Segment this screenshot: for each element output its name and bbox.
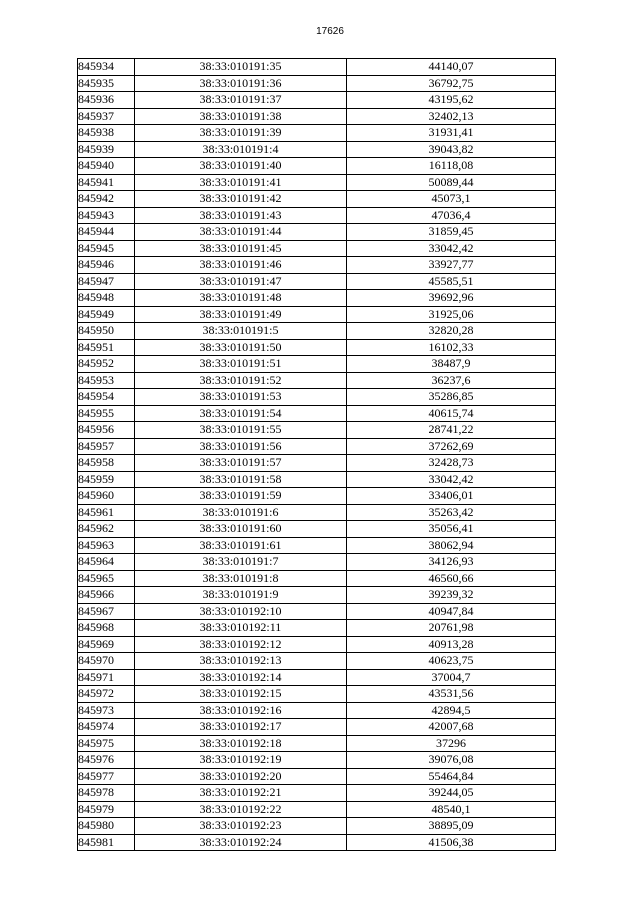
cadastral-number-cell: 38:33:010191:43 [135, 207, 347, 224]
row-number-cell: 845935 [78, 75, 135, 92]
value-cell: 40623,75 [347, 653, 556, 670]
cadastral-number-cell: 38:33:010191:57 [135, 455, 347, 472]
table-row [78, 356, 556, 373]
table-row [78, 570, 556, 587]
row-number-cell: 845973 [78, 702, 135, 719]
value-cell: 31925,06 [347, 306, 556, 323]
value-cell: 34126,93 [347, 554, 556, 571]
value-cell: 33406,01 [347, 488, 556, 505]
row-number-cell: 845948 [78, 290, 135, 307]
table-row [78, 257, 556, 274]
cadastral-number-cell: 38:33:010192:21 [135, 785, 347, 802]
row-number-cell: 845974 [78, 719, 135, 736]
cadastral-number-cell: 38:33:010192:11 [135, 620, 347, 637]
cadastral-number-cell: 38:33:010192:18 [135, 735, 347, 752]
value-cell: 36237,6 [347, 372, 556, 389]
table-row [78, 191, 556, 208]
value-cell: 50089,44 [347, 174, 556, 191]
value-cell: 31931,41 [347, 125, 556, 142]
table-row [78, 290, 556, 307]
value-cell: 42007,68 [347, 719, 556, 736]
cadastral-number-cell: 38:33:010191:41 [135, 174, 347, 191]
row-number-cell: 845959 [78, 471, 135, 488]
cadastral-number-cell: 38:33:010191:49 [135, 306, 347, 323]
value-cell: 39076,08 [347, 752, 556, 769]
cadastral-value-table [77, 58, 556, 851]
row-number-cell: 845966 [78, 587, 135, 604]
cadastral-number-cell: 38:33:010191:36 [135, 75, 347, 92]
row-number-cell: 845976 [78, 752, 135, 769]
cadastral-number-cell: 38:33:010191:46 [135, 257, 347, 274]
value-cell: 43195,62 [347, 92, 556, 109]
row-number-cell: 845967 [78, 603, 135, 620]
table-row [78, 801, 556, 818]
cadastral-number-cell: 38:33:010191:5 [135, 323, 347, 340]
value-cell: 35056,41 [347, 521, 556, 538]
row-number-cell: 845971 [78, 669, 135, 686]
value-cell: 37262,69 [347, 438, 556, 455]
table-row [78, 834, 556, 851]
cadastral-number-cell: 38:33:010191:37 [135, 92, 347, 109]
value-cell: 38895,09 [347, 818, 556, 835]
cadastral-number-cell: 38:33:010191:9 [135, 587, 347, 604]
value-cell: 44140,07 [347, 59, 556, 76]
table-row [78, 504, 556, 521]
table-row [78, 59, 556, 76]
table-row [78, 224, 556, 241]
cadastral-number-cell: 38:33:010192:16 [135, 702, 347, 719]
value-cell: 33042,42 [347, 240, 556, 257]
value-cell: 46560,66 [347, 570, 556, 587]
cadastral-number-cell: 38:33:010191:39 [135, 125, 347, 142]
row-number-cell: 845978 [78, 785, 135, 802]
table-row [78, 587, 556, 604]
row-number-cell: 845965 [78, 570, 135, 587]
table-row [78, 818, 556, 835]
value-cell: 33927,77 [347, 257, 556, 274]
table-row [78, 389, 556, 406]
table-row [78, 785, 556, 802]
row-number-cell: 845980 [78, 818, 135, 835]
table-row [78, 603, 556, 620]
value-cell: 41506,38 [347, 834, 556, 851]
value-cell: 45585,51 [347, 273, 556, 290]
row-number-cell: 845957 [78, 438, 135, 455]
table-row [78, 521, 556, 538]
row-number-cell: 845944 [78, 224, 135, 241]
cadastral-number-cell: 38:33:010192:23 [135, 818, 347, 835]
table-row [78, 719, 556, 736]
row-number-cell: 845960 [78, 488, 135, 505]
row-number-cell: 845934 [78, 59, 135, 76]
value-cell: 48540,1 [347, 801, 556, 818]
value-cell: 39244,05 [347, 785, 556, 802]
table-row [78, 537, 556, 554]
cadastral-number-cell: 38:33:010191:42 [135, 191, 347, 208]
value-cell: 36792,75 [347, 75, 556, 92]
cadastral-number-cell: 38:33:010192:24 [135, 834, 347, 851]
value-cell: 39692,96 [347, 290, 556, 307]
cadastral-number-cell: 38:33:010192:19 [135, 752, 347, 769]
value-cell: 39043,82 [347, 141, 556, 158]
cadastral-number-cell: 38:33:010191:54 [135, 405, 347, 422]
table-row [78, 488, 556, 505]
value-cell: 35263,42 [347, 504, 556, 521]
cadastral-number-cell: 38:33:010191:48 [135, 290, 347, 307]
table-row [78, 455, 556, 472]
row-number-cell: 845942 [78, 191, 135, 208]
row-number-cell: 845940 [78, 158, 135, 175]
row-number-cell: 845939 [78, 141, 135, 158]
table-row [78, 653, 556, 670]
page-number: 17626 [316, 26, 344, 37]
row-number-cell: 845964 [78, 554, 135, 571]
row-number-cell: 845977 [78, 768, 135, 785]
row-number-cell: 845962 [78, 521, 135, 538]
table-row [78, 471, 556, 488]
value-cell: 32820,28 [347, 323, 556, 340]
value-cell: 43531,56 [347, 686, 556, 703]
value-cell: 55464,84 [347, 768, 556, 785]
cadastral-number-cell: 38:33:010192:22 [135, 801, 347, 818]
value-cell: 35286,85 [347, 389, 556, 406]
cadastral-number-cell: 38:33:010191:59 [135, 488, 347, 505]
value-cell: 16102,33 [347, 339, 556, 356]
cadastral-number-cell: 38:33:010192:12 [135, 636, 347, 653]
table-row [78, 669, 556, 686]
cadastral-number-cell: 38:33:010191:58 [135, 471, 347, 488]
row-number-cell: 845963 [78, 537, 135, 554]
table-row [78, 75, 556, 92]
row-number-cell: 845979 [78, 801, 135, 818]
cadastral-number-cell: 38:33:010192:17 [135, 719, 347, 736]
row-number-cell: 845947 [78, 273, 135, 290]
table-row [78, 372, 556, 389]
value-cell: 40947,84 [347, 603, 556, 620]
table-row [78, 92, 556, 109]
value-cell: 47036,4 [347, 207, 556, 224]
table-row [78, 554, 556, 571]
cadastral-number-cell: 38:33:010191:6 [135, 504, 347, 521]
table-row [78, 240, 556, 257]
cadastral-number-cell: 38:33:010192:13 [135, 653, 347, 670]
table-row [78, 174, 556, 191]
cadastral-number-cell: 38:33:010191:8 [135, 570, 347, 587]
row-number-cell: 845970 [78, 653, 135, 670]
row-number-cell: 845953 [78, 372, 135, 389]
cadastral-number-cell: 38:33:010191:56 [135, 438, 347, 455]
row-number-cell: 845956 [78, 422, 135, 439]
table-row [78, 141, 556, 158]
table-row [78, 752, 556, 769]
cadastral-number-cell: 38:33:010191:35 [135, 59, 347, 76]
cadastral-number-cell: 38:33:010192:15 [135, 686, 347, 703]
value-cell: 20761,98 [347, 620, 556, 637]
cadastral-number-cell: 38:33:010191:50 [135, 339, 347, 356]
value-cell: 37004,7 [347, 669, 556, 686]
table-row [78, 108, 556, 125]
table-row [78, 158, 556, 175]
table-row [78, 686, 556, 703]
cadastral-number-cell: 38:33:010191:61 [135, 537, 347, 554]
table-row [78, 620, 556, 637]
table-row [78, 735, 556, 752]
row-number-cell: 845941 [78, 174, 135, 191]
row-number-cell: 845969 [78, 636, 135, 653]
cadastral-number-cell: 38:33:010191:55 [135, 422, 347, 439]
row-number-cell: 845950 [78, 323, 135, 340]
value-cell: 42894,5 [347, 702, 556, 719]
row-number-cell: 845951 [78, 339, 135, 356]
table-row [78, 636, 556, 653]
cadastral-number-cell: 38:33:010191:38 [135, 108, 347, 125]
value-cell: 31859,45 [347, 224, 556, 241]
row-number-cell: 845975 [78, 735, 135, 752]
value-cell: 33042,42 [347, 471, 556, 488]
row-number-cell: 845943 [78, 207, 135, 224]
row-number-cell: 845952 [78, 356, 135, 373]
value-cell: 37296 [347, 735, 556, 752]
cadastral-number-cell: 38:33:010191:7 [135, 554, 347, 571]
cadastral-number-cell: 38:33:010192:14 [135, 669, 347, 686]
table-row [78, 702, 556, 719]
cadastral-number-cell: 38:33:010191:44 [135, 224, 347, 241]
value-cell: 28741,22 [347, 422, 556, 439]
row-number-cell: 845968 [78, 620, 135, 637]
row-number-cell: 845949 [78, 306, 135, 323]
row-number-cell: 845972 [78, 686, 135, 703]
value-cell: 40913,28 [347, 636, 556, 653]
table-row [78, 125, 556, 142]
cadastral-number-cell: 38:33:010191:51 [135, 356, 347, 373]
value-cell: 45073,1 [347, 191, 556, 208]
value-cell: 32402,13 [347, 108, 556, 125]
row-number-cell: 845946 [78, 257, 135, 274]
table-row [78, 768, 556, 785]
row-number-cell: 845981 [78, 834, 135, 851]
row-number-cell: 845936 [78, 92, 135, 109]
table-row [78, 306, 556, 323]
row-number-cell: 845955 [78, 405, 135, 422]
cadastral-number-cell: 38:33:010192:10 [135, 603, 347, 620]
value-cell: 39239,32 [347, 587, 556, 604]
value-cell: 16118,08 [347, 158, 556, 175]
row-number-cell: 845938 [78, 125, 135, 142]
table-row [78, 323, 556, 340]
cadastral-number-cell: 38:33:010192:20 [135, 768, 347, 785]
value-cell: 40615,74 [347, 405, 556, 422]
row-number-cell: 845954 [78, 389, 135, 406]
table-row [78, 207, 556, 224]
cadastral-number-cell: 38:33:010191:53 [135, 389, 347, 406]
row-number-cell: 845937 [78, 108, 135, 125]
cadastral-number-cell: 38:33:010191:52 [135, 372, 347, 389]
cadastral-number-cell: 38:33:010191:60 [135, 521, 347, 538]
table-row [78, 405, 556, 422]
table-body [78, 59, 556, 851]
row-number-cell: 845961 [78, 504, 135, 521]
cadastral-number-cell: 38:33:010191:47 [135, 273, 347, 290]
table-row [78, 438, 556, 455]
cadastral-number-cell: 38:33:010191:4 [135, 141, 347, 158]
row-number-cell: 845945 [78, 240, 135, 257]
table-row [78, 339, 556, 356]
table-row [78, 422, 556, 439]
cadastral-number-cell: 38:33:010191:45 [135, 240, 347, 257]
value-cell: 32428,73 [347, 455, 556, 472]
value-cell: 38062,94 [347, 537, 556, 554]
value-cell: 38487,9 [347, 356, 556, 373]
row-number-cell: 845958 [78, 455, 135, 472]
cadastral-number-cell: 38:33:010191:40 [135, 158, 347, 175]
table-row [78, 273, 556, 290]
